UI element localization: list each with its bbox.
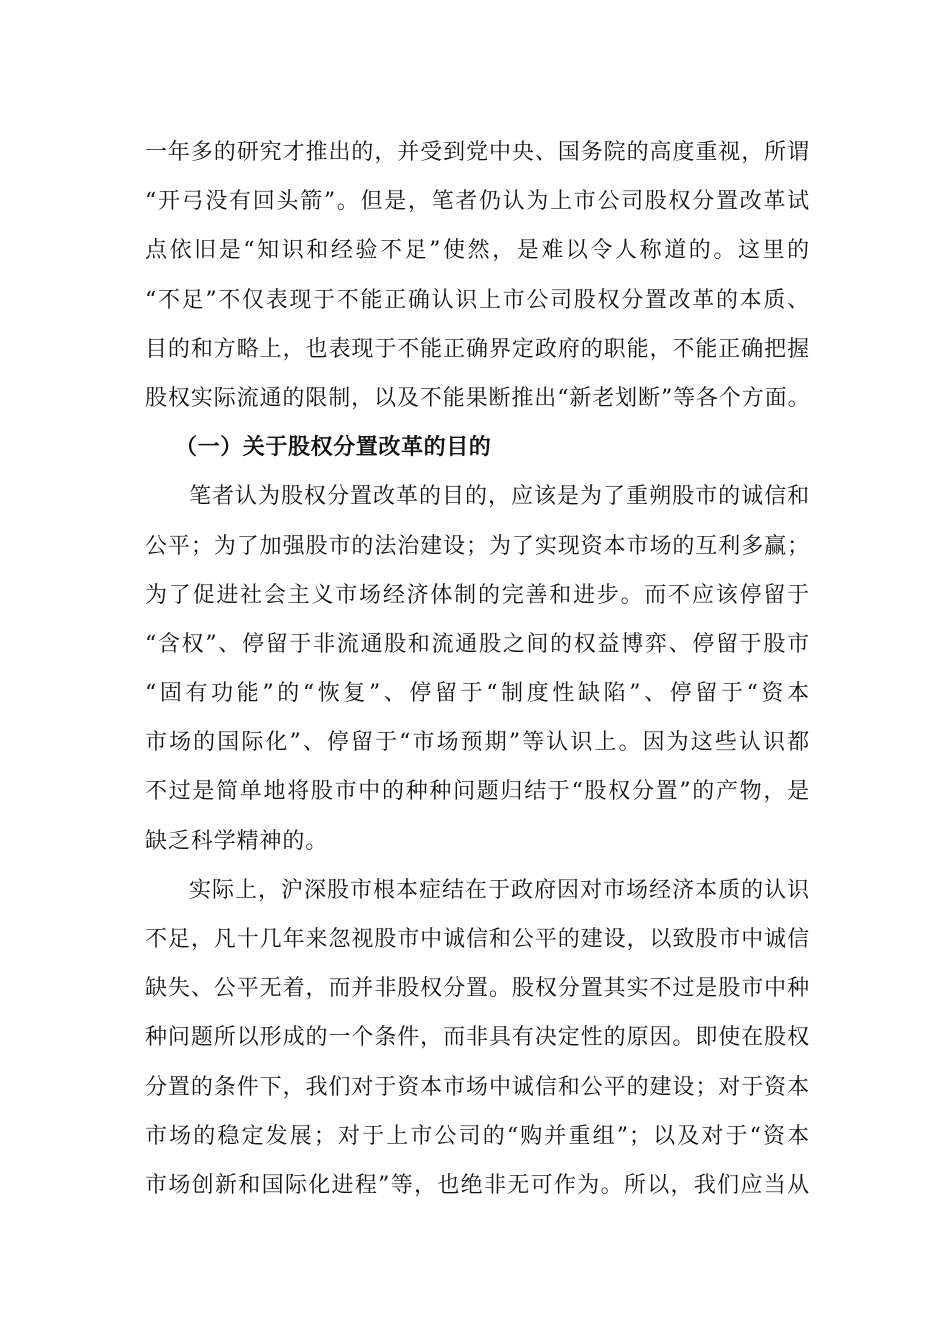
text-line: “固有功能”的“恢复”、停留于“制度性缺陷”、停留于“资本	[145, 681, 810, 707]
text-line: 股权实际流通的限制，以及不能果断推出“新老划断”等各个方面。	[145, 385, 810, 411]
text-line: 公平；为了加强股市的法治建设；为了实现资本市场的互利多赢；	[145, 533, 810, 559]
text-line: “开弓没有回头箭”。但是，笔者仍认为上市公司股权分置改革试	[145, 189, 810, 215]
text-line: 一年多的研究才推出的，并受到党中央、国务院的高度重视，所谓	[145, 140, 810, 165]
text-line: “含权”、停留于非流通股和流通股之间的权益博弈、停留于股市	[145, 631, 810, 657]
text-line: 缺乏科学精神的。	[145, 828, 329, 854]
text-line: 缺失、公平无着，而并非股权分置。股权分置其实不过是股市中种	[145, 976, 810, 1002]
section-heading: （一）关于股权分置改革的目的	[175, 435, 492, 461]
body-text	[145, 128, 810, 1210]
text-line: 市场的国际化”、停留于“市场预期”等认识上。因为这些认识都	[145, 730, 810, 756]
text-line: 种问题所以形成的一个条件，而非具有决定性的原因。即使在股权	[145, 1025, 810, 1051]
text-line: 不足，凡十几年来忽视股市中诚信和公平的建设，以致股市中诚信	[145, 927, 810, 952]
text-line: 为了促进社会主义市场经济体制的完善和进步。而不应该停留于	[145, 582, 810, 608]
text-line: 点依旧是“知识和经验不足”使然，是难以令人称道的。这里的	[145, 238, 810, 264]
text-line: 分置的条件下，我们对于资本市场中诚信和公平的建设；对于资本	[145, 1074, 810, 1100]
text-line: “不足”不仅表现于不能正确认识上市公司股权分置改革的本质、	[145, 287, 810, 313]
text-line: 实际上，沪深股市根本症结在于政府因对市场经济本质的认识	[189, 877, 810, 903]
text-line: 市场创新和国际化进程”等，也绝非无可作为。所以，我们应当从	[145, 1172, 810, 1198]
text-line: 笔者认为股权分置改革的目的，应该是为了重朔股市的诚信和	[189, 484, 810, 510]
text-line: 不过是简单地将股市中的种种问题归结于“股权分置”的产物，是	[145, 779, 810, 805]
text-line: 市场的稳定发展；对于上市公司的“购并重组”；以及对于“资本	[145, 1123, 810, 1149]
text-line: 目的和方略上，也表现于不能正确界定政府的职能，不能正确把握	[145, 336, 810, 362]
